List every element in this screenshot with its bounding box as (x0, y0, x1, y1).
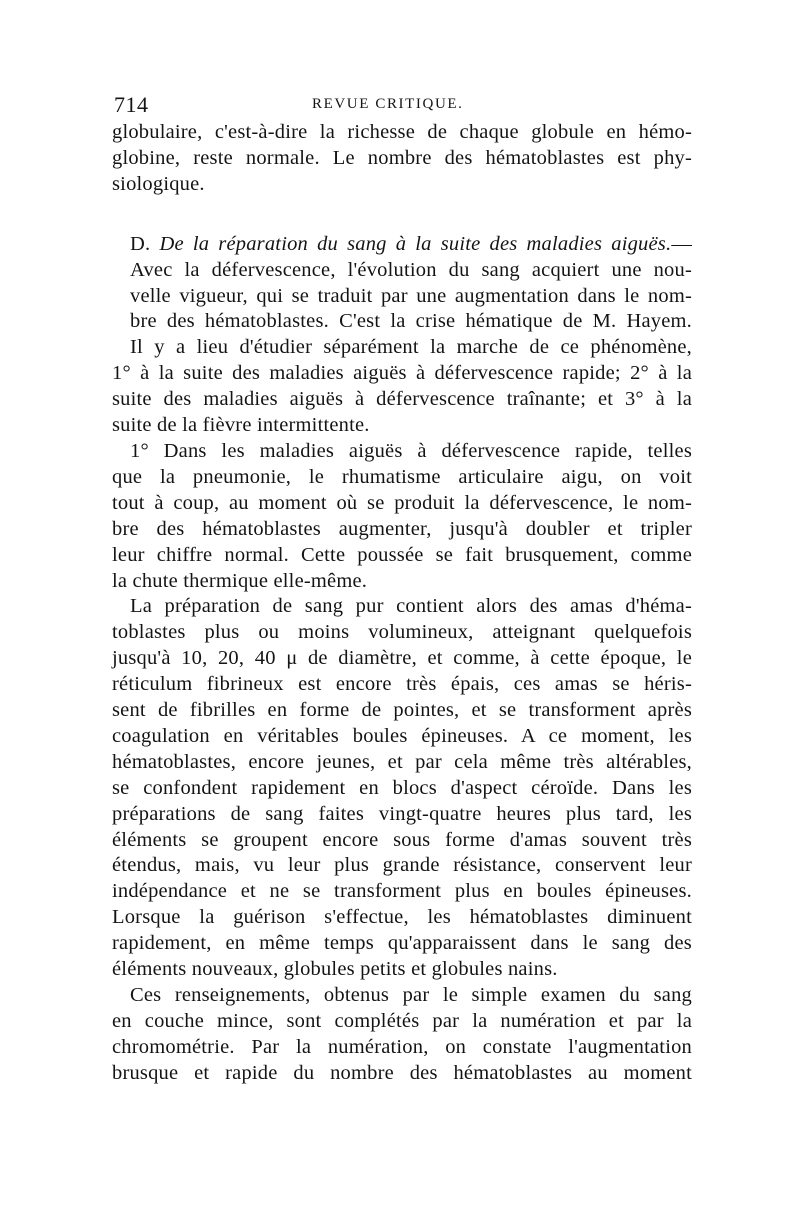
paragraph (112, 439, 692, 594)
text-line: indépendance et ne se transforment plus en boules épineuses. (112, 880, 692, 903)
paragraph (112, 983, 692, 1087)
text-line: bre des hématoblastes. C'est la crise hématique de M. Hayem. (130, 310, 692, 333)
text-line: coagulation en véritables boules épineuses. A ce moment, les (112, 724, 692, 747)
text-line: Lorsque la guérison s'effectue, les hématoblastes diminuent (112, 906, 692, 929)
text-line: que la pneumonie, le rhumatisme articulaire aigu, on voit (112, 465, 692, 488)
text-line: rapidement, en même temps qu'apparaissent dans le sang des (112, 932, 692, 955)
text-line: globine, reste normale. Le nombre des hématoblastes est phy- (112, 146, 692, 169)
text-line: réticulum fibrineux est encore très épais, ces amas se héris- (112, 673, 692, 696)
paragraph (112, 335, 692, 439)
text-line: Ces renseignements, obtenus par le simple examen du sang (130, 984, 692, 1006)
text-line: suite de la fièvre intermittente. (112, 414, 370, 437)
text-line: 1° à la suite des maladies aiguës à défervescence rapide; 2° à la (112, 362, 692, 385)
body-text (112, 120, 692, 1087)
text-line: jusqu'à 10, 20, 40 μ de diamètre, et comme, à cette époque, le (112, 647, 692, 670)
text-line: leur chiffre normal. Cette poussée se fait brusquement, comme (112, 543, 692, 566)
paragraph (112, 594, 692, 983)
section-gap (112, 198, 692, 232)
page-header (112, 92, 692, 120)
page-number: 714 (114, 92, 149, 117)
text-line: tout à coup, au moment où se produit la défervescence, le nom- (112, 491, 692, 514)
text-line: brusque et rapide du nombre des hématoblastes au moment (112, 1061, 692, 1084)
text-line: étendus, mais, vu leur plus grande résistance, conservent leur (112, 854, 692, 877)
text-line: bre des hématoblastes augmenter, jusqu'à doubler et tripler (112, 517, 692, 540)
text-line: suite des maladies aiguës à défervescence traînante; et 3° à la (112, 388, 692, 411)
text-line: sent de fibrilles en forme de pointes, et se transforment après (112, 699, 692, 722)
running-title: REVUE CRITIQUE. (312, 96, 464, 112)
text-line: toblastes plus ou moins volumineux, atteignant quelquefois (112, 621, 692, 644)
text-line: en couche mince, sont complétés par la numération et par la (112, 1009, 692, 1032)
text-line: la chute thermique elle-même. (112, 569, 368, 592)
book-page (112, 92, 692, 1087)
text-line: Il y a lieu d'étudier séparément la marche de ce phénomène, (130, 336, 692, 359)
text-line: globulaire, c'est-à-dire la richesse de chaque globule en hémo- (112, 121, 692, 143)
paragraph-continuation (112, 120, 692, 198)
text-line: La préparation de sang pur contient alors des amas d'héma- (130, 595, 692, 618)
section-heading-line (112, 232, 692, 258)
section-title: De la réparation du sang à la suite des maladies aiguës. (159, 232, 672, 255)
text-line: Avec la défervescence, l'évolution du sang acquiert une nou- (130, 258, 692, 281)
section-label: D. (130, 232, 151, 255)
text-line: velle vigueur, qui se traduit par une augmentation dans le nom- (130, 284, 692, 307)
text-line: hématoblastes, encore jeunes, et par cela même très altérables, (112, 750, 692, 773)
text-line: siologique. (112, 172, 205, 195)
text-line: se confondent rapidement en blocs d'aspect céroïde. Dans les (112, 776, 692, 799)
text-line: éléments nouveaux, globules petits et globules nains. (112, 958, 558, 981)
text-line: chromométrie. Par la numération, on constate l'augmentation (112, 1035, 692, 1058)
section-d-paragraph (112, 232, 692, 336)
section-dash: — (671, 232, 693, 255)
text-line: éléments se groupent encore sous forme d'amas souvent très (112, 828, 692, 851)
text-line: 1° Dans les maladies aiguës à défervescence rapide, telles (130, 439, 692, 462)
text-line: préparations de sang faites vingt-quatre heures plus tard, les (112, 802, 692, 825)
